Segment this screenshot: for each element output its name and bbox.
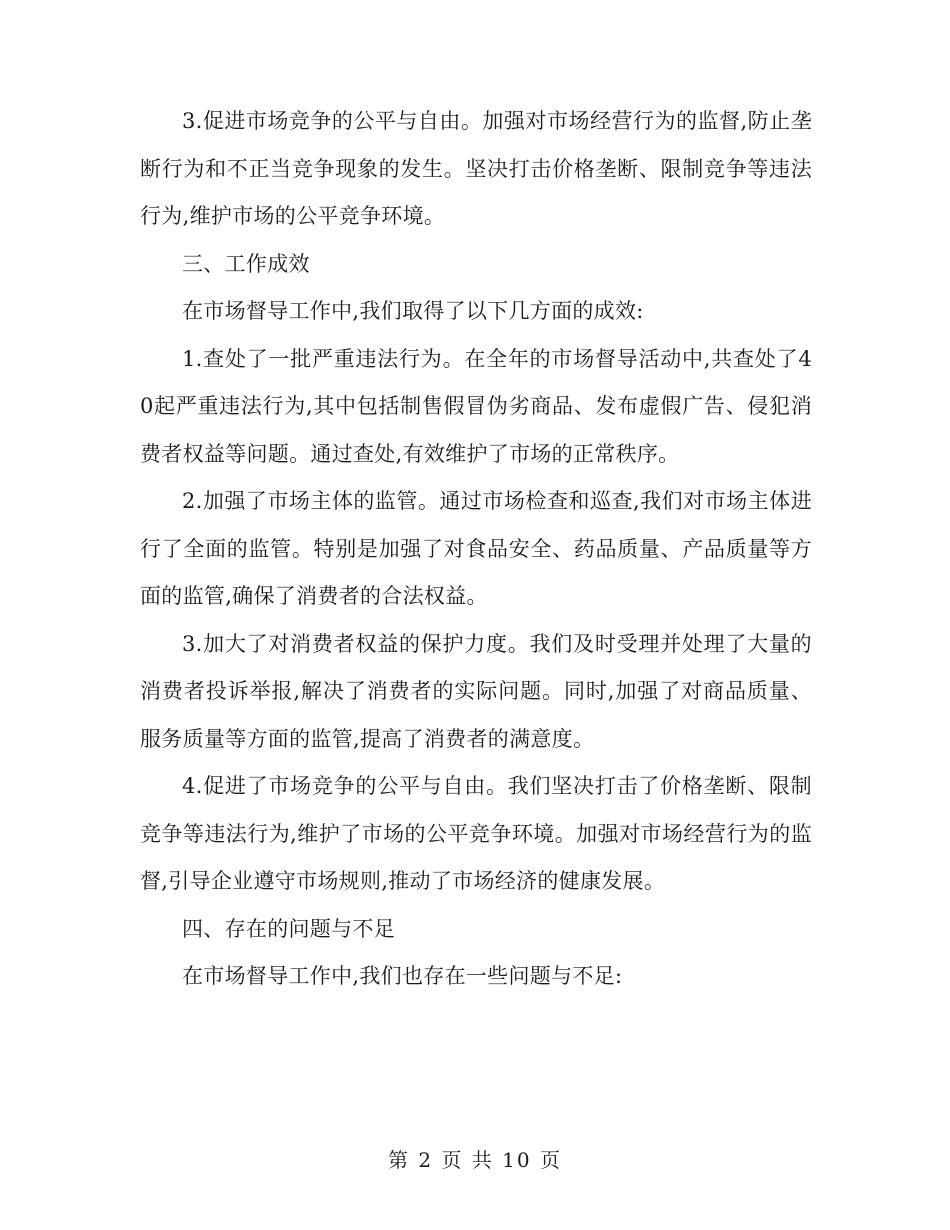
paragraph-result-1: 1.查处了一批严重违法行为。在全年的市场督导活动中,共查处了40起严重违法行为,其中包括制售假冒伪劣商品、发布虚假广告、侵犯消费者权益等问题。通过查处,有效维护了市场的正常秩序。 bbox=[140, 346, 812, 466]
paragraph-result-2: 2.加强了市场主体的监管。通过市场检查和巡查,我们对市场主体进行了全面的监管。特别是加强了对食品安全、药品质量、产品质量等方面的监管,确保了消费者的合法权益。 bbox=[140, 489, 812, 608]
paragraph-result-4: 4.促进了市场竞争的公平与自由。我们坚决打击了价格垄断、限制竞争等违法行为,维护了市场的公平竞争环境。加强对市场经营行为的监督,引导企业遵守市场规则,推动了市场经济的健康发展。 bbox=[140, 774, 812, 893]
section-heading-results: 三、工作成效 bbox=[182, 251, 310, 276]
paragraph-promote-fair-competition: 3.促进市场竞争的公平与自由。加强对市场经营行为的监督,防止垄断行为和不正当竞争现象的发生。坚决打击价格垄断、限制竞争等违法行为,维护市场的公平竞争环境。 bbox=[140, 109, 812, 228]
paragraph-problems-intro: 在市场督导工作中,我们也存在一些问题与不足: bbox=[182, 964, 623, 988]
document-body bbox=[140, 98, 812, 1001]
page-number-footer: 第 2 页 共 10 页 bbox=[388, 1148, 562, 1172]
paragraph-results-intro: 在市场督导工作中,我们取得了以下几方面的成效: bbox=[182, 299, 644, 323]
paragraph-result-3: 3.加大了对消费者权益的保护力度。我们及时受理并处理了大量的消费者投诉举报,解决了消费者的实际问题。同时,加强了对商品质量、服务质量等方面的监管,提高了消费者的满意度。 bbox=[140, 631, 812, 751]
section-heading-problems: 四、存在的问题与不足 bbox=[182, 916, 395, 941]
